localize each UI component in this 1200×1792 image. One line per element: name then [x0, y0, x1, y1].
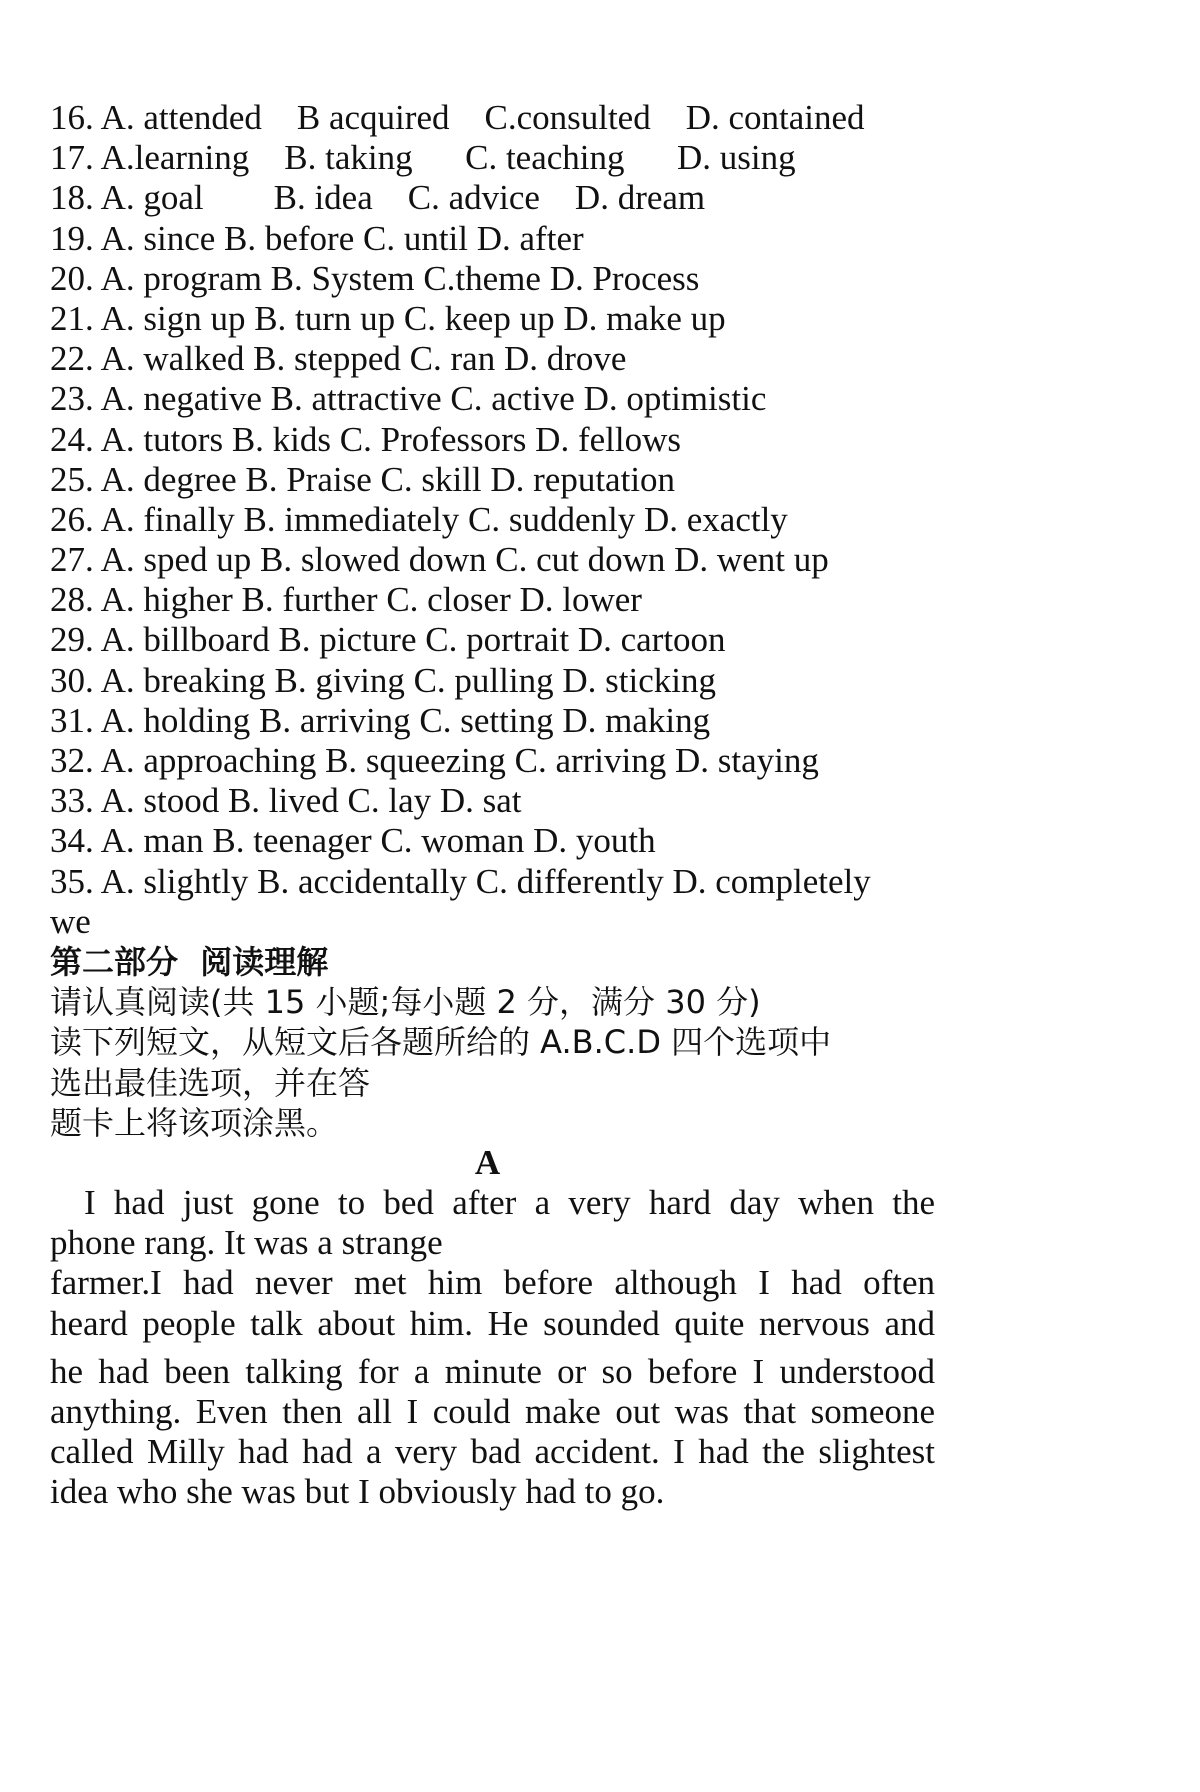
option-line-25: 25. A. degree B. Praise C. skill D. reputation	[50, 459, 676, 499]
option-line-28: 28. A. higher B. further C. closer D. lower	[50, 580, 642, 620]
line-gap	[50, 1344, 935, 1352]
options-list	[50, 98, 935, 902]
option-line-27: 27. A. sped up B. slowed down C. cut down D. went up	[50, 540, 829, 580]
option-line-20: 20. A. program B. System C.theme D. Process	[50, 258, 700, 298]
passage-line: called Milly had had a very bad accident. I had the slightest	[50, 1432, 935, 1472]
option-line-21: 21. A. sign up B. turn up C. keep up D. make up	[50, 298, 726, 338]
option-line-23: 23. A. negative B. attractive C. active D. optimistic	[50, 379, 767, 419]
option-line-35: 35. A. slightly B. accidentally C. differently D. completely	[50, 861, 871, 901]
passage-letter: A	[474, 1142, 501, 1182]
option-line-31: 31. A. holding B. arriving C. setting D. making	[50, 700, 711, 740]
passage-line: anything. Even then all I could make out was that someone	[50, 1392, 935, 1432]
option-line-17: 17. A.learning B. taking C. teaching D. using	[50, 138, 796, 178]
option-line-26: 26. A. finally B. immediately C. suddenly D. exactly	[50, 499, 788, 539]
section-instruction-2: 读下列短文，从短文后各题所给的 A.B.C.D 四个选项中	[50, 1023, 832, 1062]
option-line-29: 29. A. billboard B. picture C. portrait D. cartoon	[50, 620, 726, 660]
passage-line: phone rang. It was a strange	[50, 1223, 443, 1263]
option-line-22: 22. A. walked B. stepped C. ran D. drove	[50, 339, 627, 379]
document-page	[50, 98, 935, 1513]
option-line-16: 16. A. attended B acquired C.consulted D. contained	[50, 98, 865, 137]
section-instruction-4: 题卡上将该项涂黑。	[50, 1103, 339, 1142]
option-line-24: 24. A. tutors B. kids C. Professors D. fellows	[50, 419, 681, 459]
section-title: 第二部分 阅读理解	[50, 942, 329, 981]
option-line-33: 33. A. stood B. lived C. lay D. sat	[50, 781, 522, 821]
option-line-34: 34. A. man B. teenager C. woman D. youth	[50, 821, 656, 861]
passage-body	[50, 1183, 935, 1513]
passage-line: he had been talking for a minute or so before I understood	[50, 1351, 935, 1391]
passage-line: heard people talk about him. He sounded quite nervous and	[50, 1303, 935, 1343]
stray-text: we	[50, 901, 91, 941]
passage-line: idea who she was but I obviously had to go.	[50, 1472, 665, 1512]
option-line-32: 32. A. approaching B. squeezing C. arriving D. staying	[50, 741, 819, 780]
section-instruction-3: 选出最佳选项，并在答	[50, 1063, 371, 1102]
passage-line: I had just gone to bed after a very hard day when the	[84, 1183, 935, 1223]
option-line-19: 19. A. since B. before C. until D. after	[50, 218, 584, 258]
section-instruction-1: 请认真阅读(共 15 小题;每小题 2 分，满分 30 分)	[50, 983, 761, 1022]
option-line-30: 30. A. breaking B. giving C. pulling D. sticking	[50, 660, 716, 700]
passage-line: farmer.I had never met him before although I had often	[50, 1263, 935, 1303]
option-line-18: 18. A. goal B. idea C. advice D. dream	[50, 178, 706, 218]
